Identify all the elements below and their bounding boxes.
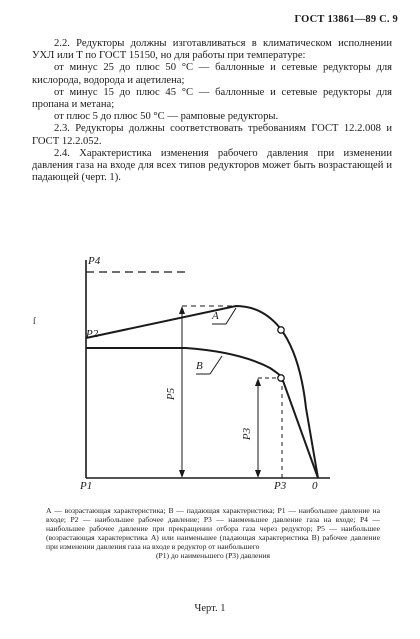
label-p4: P4 [88,255,101,267]
curve-a-point [278,327,284,333]
label-p5: P5 [165,387,178,401]
pressure-characteristic-diagram [0,238,420,508]
paragraph-2-2: 2.2. Редукторы должны изготавливаться в климатическом исполнении УХЛ или Т по ГОСТ 15150, но для работы при температуре: [32,38,392,62]
label-p3-axis: P3 [274,480,287,492]
figure-caption [46,506,380,561]
label-p1: P1 [80,480,93,492]
paragraph-temp-range-1: от минус 25 до плюс 50 °С — баллонные и сетевые редукторы для кислорода, водорода и ацетилена; [32,62,392,86]
figure-diagram [0,238,420,508]
label-b-leader-slant [210,356,222,374]
p5-arrow-bottom [179,470,185,478]
caption-text: А — возрастающая характеристика; В — падающая характеристика; P1 — наибольшее давление на входе; P2 — наибольшее рабочее давление; P3 — наименьшее давление газа на входе; P4 — наибольшее рабочее давление при прекращении отбора газа через редуктор; P5 — наибольшее (возрастающая характеристика А) или наименьшее (падающая характеристика В) рабочее давление при изменении давления газа на входе в редуктор от наибольшего [46,506,380,552]
curve-b-point [278,375,284,381]
paragraph-temp-range-2: от минус 15 до плюс 45 °С — баллонные и сетевые редукторы для пропана и метана; [32,86,392,111]
paragraph-2-4: 2.4. Характеристика изменения рабочего давления при изменении давления газа на входе для всех типов редукторов может быть возрастающей и падающей (черт. 1). [32,147,392,184]
page-header: ГОСТ 13861—89 С. 9 [294,14,398,25]
p5-arrow-top [179,306,185,314]
figure-label: Черт. 1 [194,603,226,614]
label-p3-dim: P3 [241,427,254,441]
caption-last-line: (P1) до наименьшего (P3) давления [155,551,271,561]
label-p2: P2 [86,328,99,340]
label-zero: 0 [312,480,318,492]
p3-arrow-bottom [255,470,261,478]
label-curve-a: A [212,310,219,322]
paragraph-temp-range-3: от плюс 5 до плюс 50 °С — рамповые редукторы. [54,111,279,123]
p3-arrow-top [255,378,261,386]
label-a-leader-slant [226,308,236,324]
paragraph-2-3: 2.3. Редукторы должны соответствовать требованиям ГОСТ 12.2.008 и ГОСТ 12.2.052. [32,123,392,147]
body-text [32,38,392,184]
label-curve-b: B [196,360,203,372]
margin-mark: ſ [33,316,36,326]
